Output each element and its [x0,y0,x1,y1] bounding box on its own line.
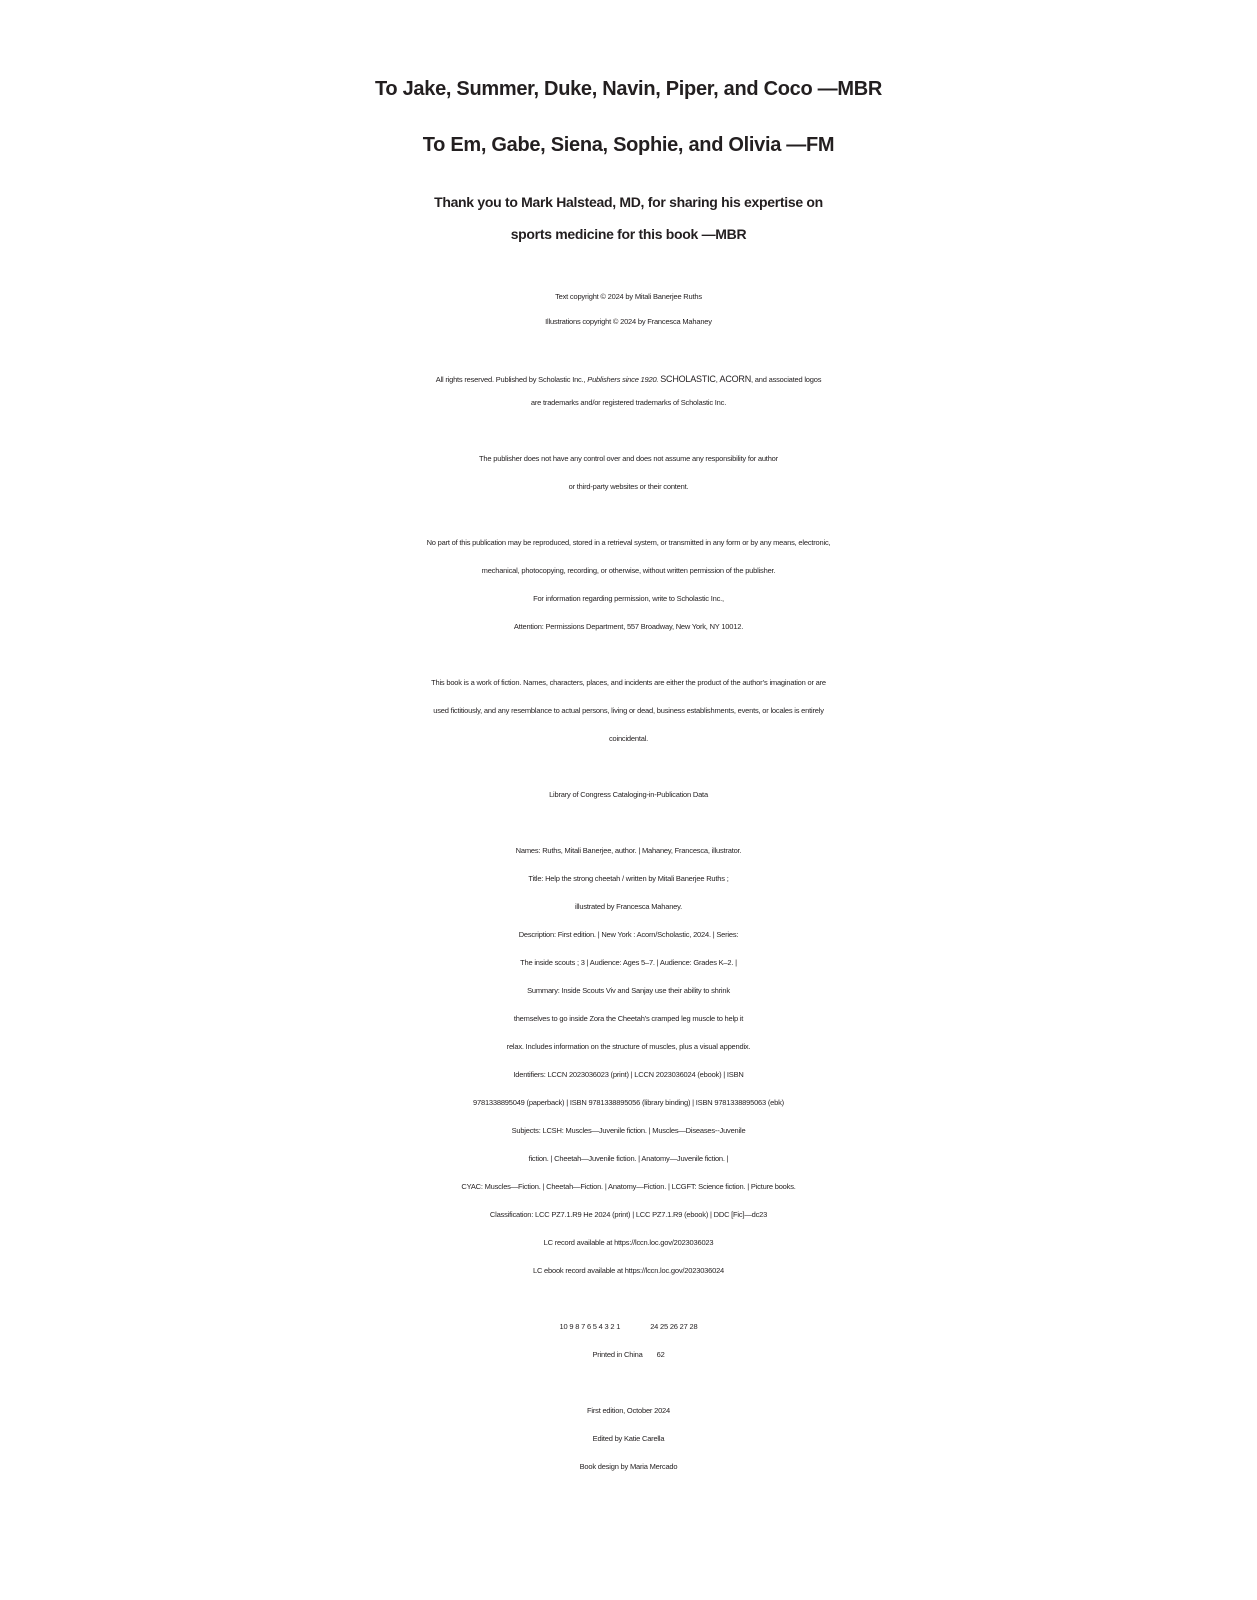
reproduction-line-3: For information regarding permission, write to Scholastic Inc., [533,594,724,603]
cip-heading: Library of Congress Cataloging-in-Publication Data [549,790,708,799]
cip-line: fiction. | Cheetah—Juvenile fiction. | Anatomy—Juvenile fiction. | [528,1154,729,1163]
illustrations-copyright: Illustrations copyright © 2024 by Francesca Mahaney [545,317,712,326]
cip-line: illustrated by Francesca Mahaney. [574,902,683,911]
fiction-line-2: used fictitiously, and any resemblance to actual persons, living or dead, business establishments, events, or locales is entirely [433,706,824,715]
cip-line: Description: First edition. | New York : Acorn/Scholastic, 2024. | Series: [518,930,739,939]
printing-numbers [0,1322,1257,1331]
editor-credit: Edited by Katie Carella [592,1434,665,1443]
reproduction-line-4: Attention: Permissions Department, 557 Broadway, New York, NY 10012. [513,622,744,631]
design-credit: Book design by Maria Mercado [579,1462,678,1471]
impression-line: 10 9 8 7 6 5 4 3 2 1 [559,1322,621,1331]
rights-text-end: , and associated logos [751,375,822,384]
cip-line: CYAC: Muscles—Fiction. | Cheetah—Fiction. | Anatomy—Fiction. | LCGFT: Science fiction. | Picture books. [461,1182,796,1191]
thanks-line-2: sports medicine for this book —MBR [510,226,747,242]
first-edition: First edition, October 2024 [587,1406,670,1415]
cip-line: Classification: LCC PZ7.1.R9 He 2024 (print) | LCC PZ7.1.R9 (ebook) | DDC [Fic]—dc23 [489,1210,768,1219]
cip-line: Names: Ruths, Mitali Banerjee, author. | Mahaney, Francesca, illustrator. [515,846,742,855]
rights-text: All rights reserved. Published by Scholastic Inc., [435,375,588,384]
text-copyright: Text copyright © 2024 by Mitali Banerjee Ruths [555,292,702,301]
publishers-since: Publishers since 1920. [587,375,659,384]
acorn-trademark: acorn [719,370,752,385]
rights-line-2: are trademarks and/or registered trademarks of Scholastic Inc. [530,398,727,407]
cip-line: relax. Includes information on the structure of muscles, plus a visual appendix. [506,1042,751,1051]
dedication-mbr: To Jake, Summer, Duke, Navin, Piper, and Coco —MBR [375,78,882,100]
cip-line: Summary: Inside Scouts Viv and Sanjay use their ability to shrink [527,986,730,995]
printer-code: 62 [656,1350,665,1359]
reproduction-line-1: No part of this publication may be reproduced, stored in a retrieval system, or transmitted in any form or by any means, electronic, [426,538,831,547]
dedication-fm: To Em, Gabe, Siena, Sophie, and Olivia —FM [422,134,835,156]
printed-country: Printed in China [592,1350,643,1359]
publisher-notice-line-1: The publisher does not have any control over and does not assume any responsibility for author [479,454,778,463]
cip-line: Subjects: LCSH: Muscles—Juvenile fiction. | Muscles—Diseases--Juvenile [511,1126,746,1135]
rights-line-1 [0,370,1257,385]
printing-years: 24 25 26 27 28 [650,1322,698,1331]
cip-line: Identifiers: LCCN 2023036023 (print) | LCCN 2023036024 (ebook) | ISBN [513,1070,744,1079]
cip-line: 9781338895049 (paperback) | ISBN 9781338895056 (library binding) | ISBN 9781338895063 (ebk) [473,1098,784,1107]
cip-line: LC ebook record available at https://lccn.loc.gov/2023036024 [532,1266,725,1275]
printed-in [0,1350,1257,1359]
cip-line: The inside scouts ; 3 | Audience: Ages 5–7. | Audience: Grades K–2. | [520,958,737,967]
fiction-line-1: This book is a work of fiction. Names, characters, places, and incidents are either the product of the author’s imagination or are [431,678,826,687]
reproduction-line-2: mechanical, photocopying, recording, or otherwise, without written permission of the publisher. [481,566,776,575]
publisher-notice-line-2: or third-party websites or their content. [568,482,689,491]
cip-line: themselves to go inside Zora the Cheetah’s cramped leg muscle to help it [513,1014,744,1023]
thanks-line-1: Thank you to Mark Halstead, MD, for sharing his expertise on [434,194,823,210]
scholastic-trademark: scholastic [660,370,716,385]
trademark-separator: , [715,375,720,384]
cip-line: LC record available at https://lccn.loc.gov/2023036023 [543,1238,714,1247]
fiction-line-3: coincidental. [608,734,649,743]
cip-line: Title: Help the strong cheetah / written by Mitali Banerjee Ruths ; [528,874,729,883]
